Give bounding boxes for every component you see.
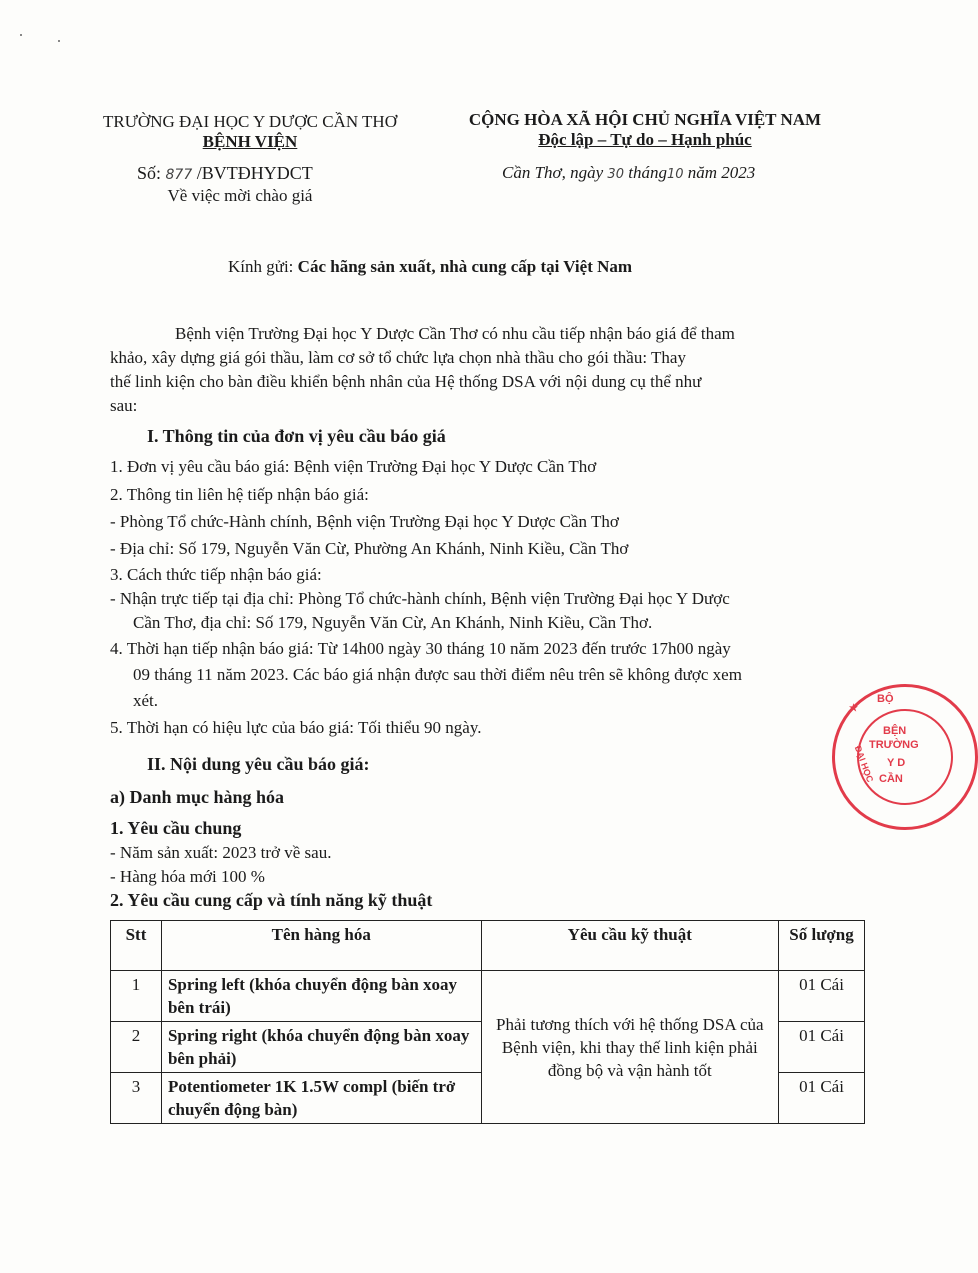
s2-req1-a: - Năm sản xuất: 2023 trở về sau. <box>110 843 332 862</box>
s1-line-6: - Nhận trực tiếp tại địa chỉ: Phòng Tổ chức-hành chính, Bệnh viện Trường Đại học Y Dược <box>110 589 730 608</box>
s1-line-2: 2. Thông tin liên hệ tiếp nhận báo giá: <box>110 485 369 504</box>
stamp-text-6: ĐẠI HỌC <box>852 744 876 784</box>
greeting <box>228 257 632 277</box>
subject-line: Về việc mời chào giá <box>167 186 313 205</box>
table-header-row <box>111 921 865 971</box>
col-name: Tên hàng hóa <box>161 921 481 971</box>
number-label: Số: <box>137 163 162 183</box>
stamp-text-5: CẦN <box>879 773 903 785</box>
table-row <box>111 971 865 1022</box>
row-stt: 3 <box>111 1073 162 1124</box>
date-suffix: năm 2023 <box>687 163 756 182</box>
row-quantity: 01 Cái <box>779 1073 865 1124</box>
s2-req1-b: - Hàng hóa mới 100 % <box>110 867 265 886</box>
s1-line-8: 4. Thời hạn tiếp nhận báo giá: Từ 14h00 ngày 30 tháng 10 năm 2023 đến trước 17h00 ngày <box>110 639 731 658</box>
goods-table <box>110 920 865 1124</box>
s1-line-10: xét. <box>133 691 159 710</box>
date-day: 30 <box>607 167 624 182</box>
s1-line-5: 3. Cách thức tiếp nhận báo giá: <box>110 565 322 584</box>
date-prefix: Cần Thơ, ngày <box>502 163 604 182</box>
stamp-star-icon: ★ <box>849 703 858 714</box>
s1-line-9: 09 tháng 11 năm 2023. Các báo giá nhận được sau thời điểm nêu trên sẽ không được xem <box>133 665 742 684</box>
s1-line-3: - Phòng Tổ chức-Hành chính, Bệnh viện Trường Đại học Y Dược Cần Thơ <box>110 512 619 531</box>
intro-line-2: khảo, xây dựng giá gói thầu, làm cơ sở tổ chức lựa chọn nhà thầu cho gói thầu: Thay <box>110 348 686 367</box>
scan-speck <box>20 34 22 36</box>
number-handwritten: 877 <box>165 167 193 183</box>
scan-speck <box>58 40 60 42</box>
official-stamp <box>832 684 978 830</box>
date-line <box>502 163 755 183</box>
s2-req1: 1. Yêu cầu chung <box>110 818 242 838</box>
col-requirement: Yêu cầu kỹ thuật <box>481 921 779 971</box>
s2-a: a) Danh mục hàng hóa <box>110 787 285 807</box>
org-name: TRƯỜNG ĐẠI HỌC Y DƯỢC CẦN THƠ <box>103 112 397 131</box>
intro-line-3: thế linh kiện cho bàn điều khiển bệnh nhân của Hệ thống DSA với nội dung cụ thể như <box>110 372 702 391</box>
national-title: CỘNG HÒA XÃ HỘI CHỦ NGHĨA VIỆT NAM <box>468 110 822 129</box>
row-name: Spring left (khóa chuyển động bàn xoay bên trái) <box>161 971 481 1022</box>
row-name: Potentiometer 1K 1.5W compl (biến trở chuyển động bàn) <box>161 1073 481 1124</box>
col-stt: Stt <box>111 921 162 971</box>
header-left <box>80 112 420 152</box>
s1-line-7: Cần Thơ, địa chỉ: Số 179, Nguyễn Văn Cừ, An Khánh, Ninh Kiều, Cần Thơ. <box>133 613 653 632</box>
row-quantity: 01 Cái <box>779 971 865 1022</box>
date-month-label: tháng <box>628 163 667 182</box>
number-suffix: /BVTĐHYDCT <box>196 163 313 183</box>
unit-name: BỆNH VIỆN <box>202 132 298 151</box>
col-quantity: Số lượng <box>779 921 865 971</box>
row-stt: 2 <box>111 1022 162 1073</box>
greeting-recipient: Các hãng sản xuất, nhà cung cấp tại Việt Nam <box>297 257 633 276</box>
s1-line-4: - Địa chỉ: Số 179, Nguyễn Văn Cừ, Phường An Khánh, Ninh Kiều, Cần Thơ <box>110 539 629 558</box>
date-month: 10 <box>666 167 684 182</box>
row-stt: 1 <box>111 971 162 1022</box>
national-motto: Độc lập – Tự do – Hạnh phúc <box>538 130 752 149</box>
s1-line-1: 1. Đơn vị yêu cầu báo giá: Bệnh viện Trường Đại học Y Dược Cần Thơ <box>110 457 597 476</box>
s2-req2: 2. Yêu cầu cung cấp và tính năng kỹ thuật <box>110 890 433 910</box>
row-requirement: Phải tương thích với hệ thống DSA của Bệnh viện, khi thay thế linh kiện phải đồng bộ và vận hành tốt <box>481 971 779 1124</box>
s1-line-11: 5. Thời hạn có hiệu lực của báo giá: Tối thiểu 90 ngày. <box>110 718 482 737</box>
row-name: Spring right (khóa chuyển động bàn xoay bên phải) <box>161 1022 481 1073</box>
section-2-title: II. Nội dung yêu cầu báo giá: <box>147 754 370 774</box>
document-number <box>137 163 313 184</box>
stamp-text-3: TRƯỜNG <box>869 739 919 751</box>
stamp-text-4: Y D <box>887 757 906 769</box>
greeting-label: Kính gửi: <box>228 257 294 276</box>
row-quantity: 01 Cái <box>779 1022 865 1073</box>
header-right <box>440 110 850 150</box>
intro-line-4: sau: <box>110 396 138 415</box>
stamp-text-2: BỆN <box>883 725 907 737</box>
stamp-text-1: BỘ <box>877 693 894 705</box>
section-1-title: I. Thông tin của đơn vị yêu cầu báo giá <box>147 426 446 446</box>
intro-line-1: Bệnh viện Trường Đại học Y Dược Cần Thơ có nhu cầu tiếp nhận báo giá để tham <box>175 324 735 343</box>
